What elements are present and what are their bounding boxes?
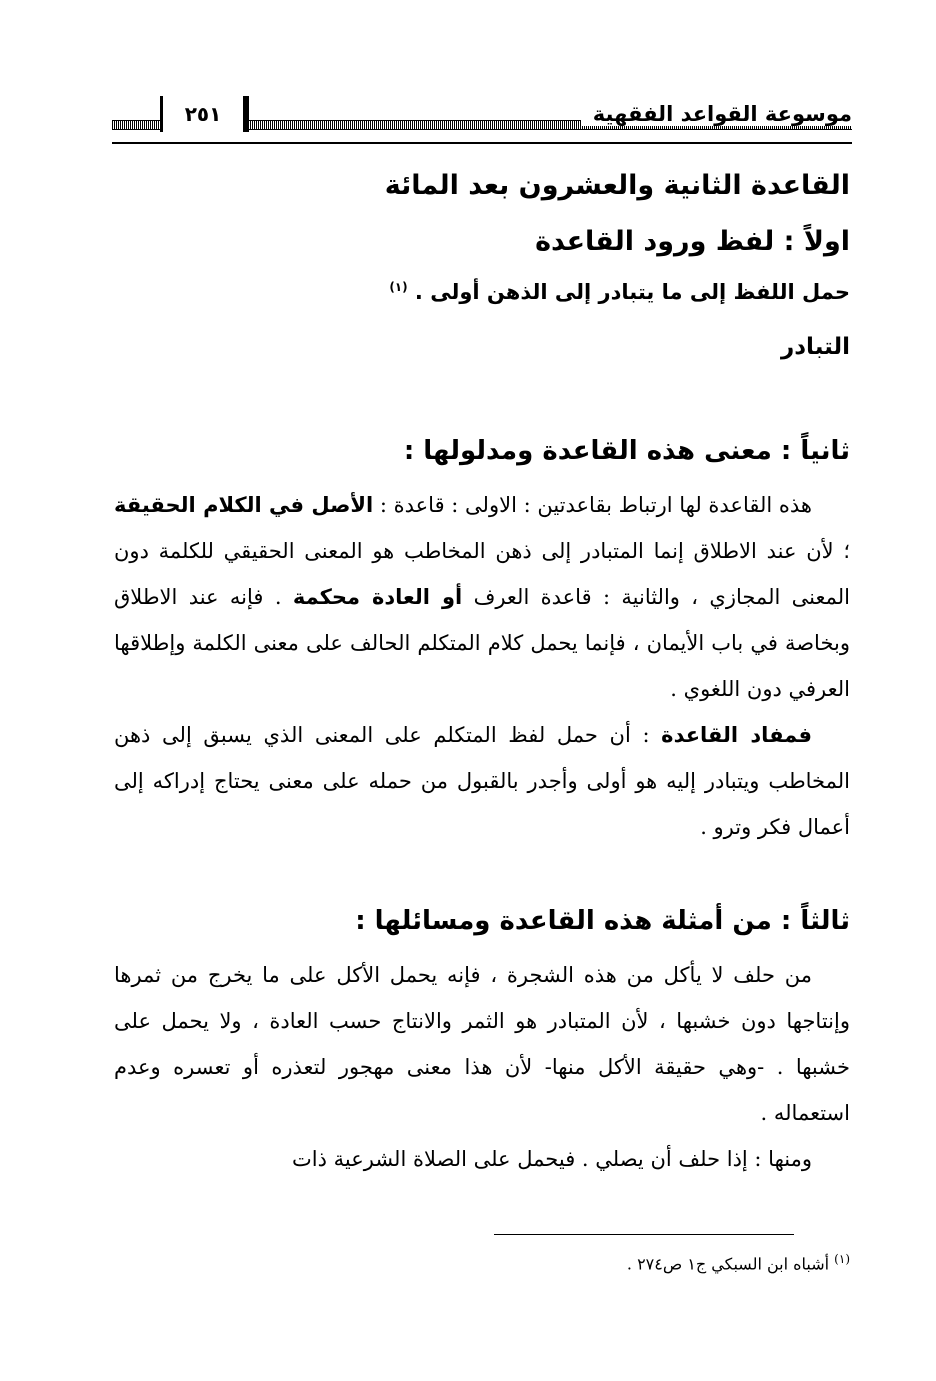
bold-term-import: فمفاد القاعدة [661, 723, 813, 747]
example-paragraph-2: ومنها : إذا حلف أن يصلي . فيحمل على الصلاة الشرعية ذات [291, 1147, 812, 1171]
bold-term-custom: أو العادة محكمة [292, 585, 463, 609]
footnote-ref: (١) [389, 280, 408, 294]
page-header [112, 92, 852, 152]
rule-title: القاعدة الثانية والعشرون بعد المائة [384, 170, 850, 201]
example-paragraph-1: من حلف لا يأكل من هذه الشجرة ، فإنه يحمل الأكل على ما يخرج من ثمرها وإنتاجها دون خشبها ، لأن المتبادر هو الثمر والانتاج حسب العادة ، ولا يحمل على خشبها . -وهي حقيقة الأكل منها- لأن هذا معنى مهجور لتعذره أو تعسره وعدم استعماله . [114, 963, 850, 1125]
bold-term-original: الأصل في الكلام الحقيقة [114, 493, 374, 517]
keyword-term: التبادر [781, 334, 850, 360]
section-heading-third: ثالثاً : من أمثلة هذه القاعدة ومسائلها : [355, 906, 850, 936]
rule-text: حمل اللفظ إلى ما يتبادر إلى الذهن أولى . [414, 280, 850, 304]
meaning-paragraph: هذه القاعدة لها ارتباط بقاعدتين : الاولى : قاعدة : الأصل في الكلام الحقيقة ؛ لأن عند الاطلاق إنما المتبادر إلى ذهن المخاطب هو المعنى الحقيقي للكلمة دون المعنى المجازي ، والثانية : قاعدة العرف أو العادة محكمة . فإنه عند الاطلاق وبخاصة في باب الأيمان ، فإنما يحمل كلام المتكلم الحالف على معنى الكلمة وإطلاقها العرفي دون اللغوي . [114, 493, 850, 701]
rule-statement [389, 280, 850, 304]
footnote-number: (١) [834, 1252, 850, 1266]
section-heading-second: ثانياً : معنى هذه القاعدة ومدلولها : [403, 436, 850, 466]
page-number: ٢٥١ [160, 96, 249, 132]
book-title: موسوعة القواعد الفقهية [581, 102, 852, 126]
header-rule [112, 142, 852, 144]
footnote [627, 1252, 850, 1273]
footnote-divider [494, 1234, 794, 1235]
footnote-text: أشباه ابن السبكي ج١ ص٢٧٤ . [626, 1254, 830, 1274]
import-paragraph: فمفاد القاعدة : أن حمل لفظ المتكلم على المعنى الذي يسبق إلى ذهن المخاطب ويتبادر إليه هو أولى وأجدر بالقبول من حمله على معنى يحتاج إدراكه إلى أعمال فكر وترو . [114, 723, 850, 839]
section-heading-first: اولاً : لفظ ورود القاعدة [535, 226, 850, 257]
